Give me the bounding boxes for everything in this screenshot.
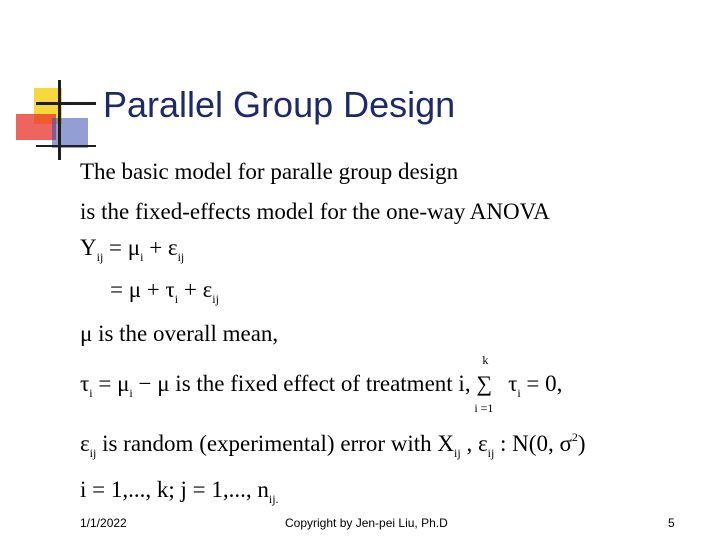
sum-top: k: [482, 353, 489, 367]
eq1-rhs-sub: i: [140, 250, 144, 264]
epsilon-definition: [80, 430, 586, 460]
index-sub: ij.: [268, 492, 279, 506]
footer-copyright: Copyright by Jen-pei Liu, Ph.D: [285, 516, 448, 530]
tau-eq-sub: i: [129, 386, 133, 400]
eq1-plus: + ε: [149, 235, 178, 260]
tau-tail: = 0,: [520, 371, 563, 396]
eps-text: is random (experimental) error with X: [102, 431, 455, 456]
body-line-1: The basic model for paralle group design: [80, 159, 459, 184]
eq2-mid: + ε: [183, 277, 213, 302]
tau-eq: = μ: [98, 371, 130, 396]
eq1-lhs: Y: [80, 235, 97, 260]
tau-definition: [80, 353, 563, 415]
eq1-lhs-sub: ij: [96, 250, 104, 264]
eps-sub: ij: [89, 446, 97, 460]
index-text: i = 1,..., k; j = 1,..., n: [80, 477, 269, 502]
tau2: τ: [508, 371, 518, 396]
tau-symbol: τ: [80, 371, 90, 396]
eps-dist: : N(0, σ: [500, 431, 572, 456]
sum-bottom: i =1: [474, 401, 494, 415]
tau-sub: i: [89, 386, 93, 400]
eq1-rhs: = μ: [109, 235, 141, 260]
summation: [474, 353, 502, 415]
slide-title: Parallel Group Design: [103, 84, 456, 125]
eq2-sub1: i: [174, 292, 179, 306]
eps-comma: , ε: [466, 431, 488, 456]
eps-close: ): [577, 431, 586, 456]
tau-rest: − μ is the fixed effect of treatment i,: [132, 371, 471, 396]
eq2-text: = μ + τ: [110, 277, 175, 302]
x-sub: ij: [454, 446, 461, 460]
e-sub: ij: [487, 446, 495, 460]
eps-symbol: ε: [80, 431, 90, 456]
mu-definition: μ is the overall mean,: [80, 321, 279, 346]
tau2-sub: i: [517, 386, 521, 400]
sum-icon: ∑: [476, 371, 492, 396]
eq1-plus-sub: ij: [177, 250, 185, 264]
eq2-sub2: ij: [212, 292, 219, 306]
body-line-2: is the fixed-effects model for the one-way ANOVA: [80, 199, 550, 224]
footer-page-number: 5: [668, 516, 675, 530]
footer-date: 1/1/2022: [80, 516, 127, 530]
sigma-sup: 2: [571, 430, 578, 444]
model-equation-2: [110, 277, 219, 306]
slide-logo: [0, 0, 100, 170]
model-equation: [80, 235, 185, 264]
index-range: [80, 477, 279, 506]
